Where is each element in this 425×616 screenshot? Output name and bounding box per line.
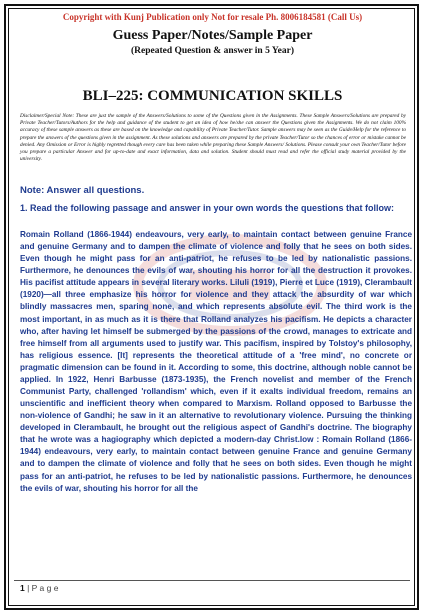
- page-number: 1: [20, 583, 25, 593]
- page-footer: [20, 583, 58, 593]
- header-title: Guess Paper/Notes/Sample Paper: [112, 28, 313, 43]
- question-1: 1. Read the following passage and answer in your own words the questions that follow:: [20, 203, 395, 213]
- disclaimer-text: Disclaimer/Special Note: These are just the sample of the Answers/Solutions to some of the Questions given in the Assignments. These Sample Answers/Solutions are prepared by Private Teacher/Tutors/Authors for the help and guidance of the student to get an idea of how he/she can answer the Questions given the Assignments. We do not claim 100% accuracy of these sample answers as these are based on the knowledge and capability of Private Teacher/Tutor. Sample answers may be seen as the Guide/Help for the reference to prepare the answers of the questions given in the assignment. As these solutions and answers are prepared by the private Teacher/Tutor so the chances of error or mistake cannot be denied. Any Omission or Error is highly regretted though every care has been taken while preparing these Sample Answers/ Solutions. Please consult your own Teacher/Tutor before you prepare a particular Answer and for up-to-date and exact information, data and solution. Student should must read and refer the official study material provided by the university.: [20, 113, 406, 163]
- copyright-notice: Copyright with Kunj Publication only Not for resale Ph. 8006184581 (Call Us): [62, 12, 363, 22]
- footer-divider: [14, 580, 410, 581]
- passage-text: Romain Rolland (1866-1944) endeavours, very early, to maintain contact between genuine France and genuine Germany and to dampen the climate of violence and folly that he sees on both sides. Even though he might pass for an anti-patriot, he refuses to be led by nationalistic passions. Furthermore, he denounces the evils of war, shouting his horror for all the destruction it provokes. His pacifist attitude appears in several literary works. Liluli (1919), Pierre et Luce (1919), Clerambault (1920)—all three emphasize his horror for violence and they attack the absurdity of war which blindly massacres men, sparing none, and which represents absolute evil. The third work is the most important, in as much as it is there that Rolland analyzes his pacifism. He depicts a character who, after having let himself be submerged by the passions of the crowd, manages to extricate and free himself from all arguments used to justify war. This pacifism, inspired by Tolstoy's philosophy, has religious essence. [It] represents the theoretical attitude of a 'free mind', no concrete or pragmatic dimension can be found in it. According to some, this doctrine, although noble cannot be applied. In 1922, Henri Barbusse (1873-1935), the French novelist and member of the French Communist Party, challenged 'rollandism' which, even if it exalts individual freedom, remains an unscientific and inefficient theory when compared to Marxism. Rolland opposed to Barbusse the non-violence of Gandhi; he saw in it an alternative to revolutionary violence. Pursuing the thinking developed in Clerambault, he brought out the religious aspect of Gandhi's doctrine. The biography that he wrote was a hagiography which depicted a modern-day Christ.low : Romain Rolland (1866-1944) endeavours, very early, to maintain contact between genuine France and genuine Germany and to dampen the climate of violence and folly that he sees on both sides. Even though he might pass for an anti-patriot, he refuses to be led by nationalistic passions. Furthermore, he denounces the evils of war, shouting his horror for all the: [20, 230, 412, 493]
- header-subtitle: (Repeated Question & answer in 5 Year): [130, 46, 295, 56]
- page-label: | P a g e: [27, 583, 59, 593]
- course-title: BLI–225: COMMUNICATION SKILLS: [82, 88, 343, 104]
- instruction-note: Note: Answer all questions.: [20, 185, 145, 196]
